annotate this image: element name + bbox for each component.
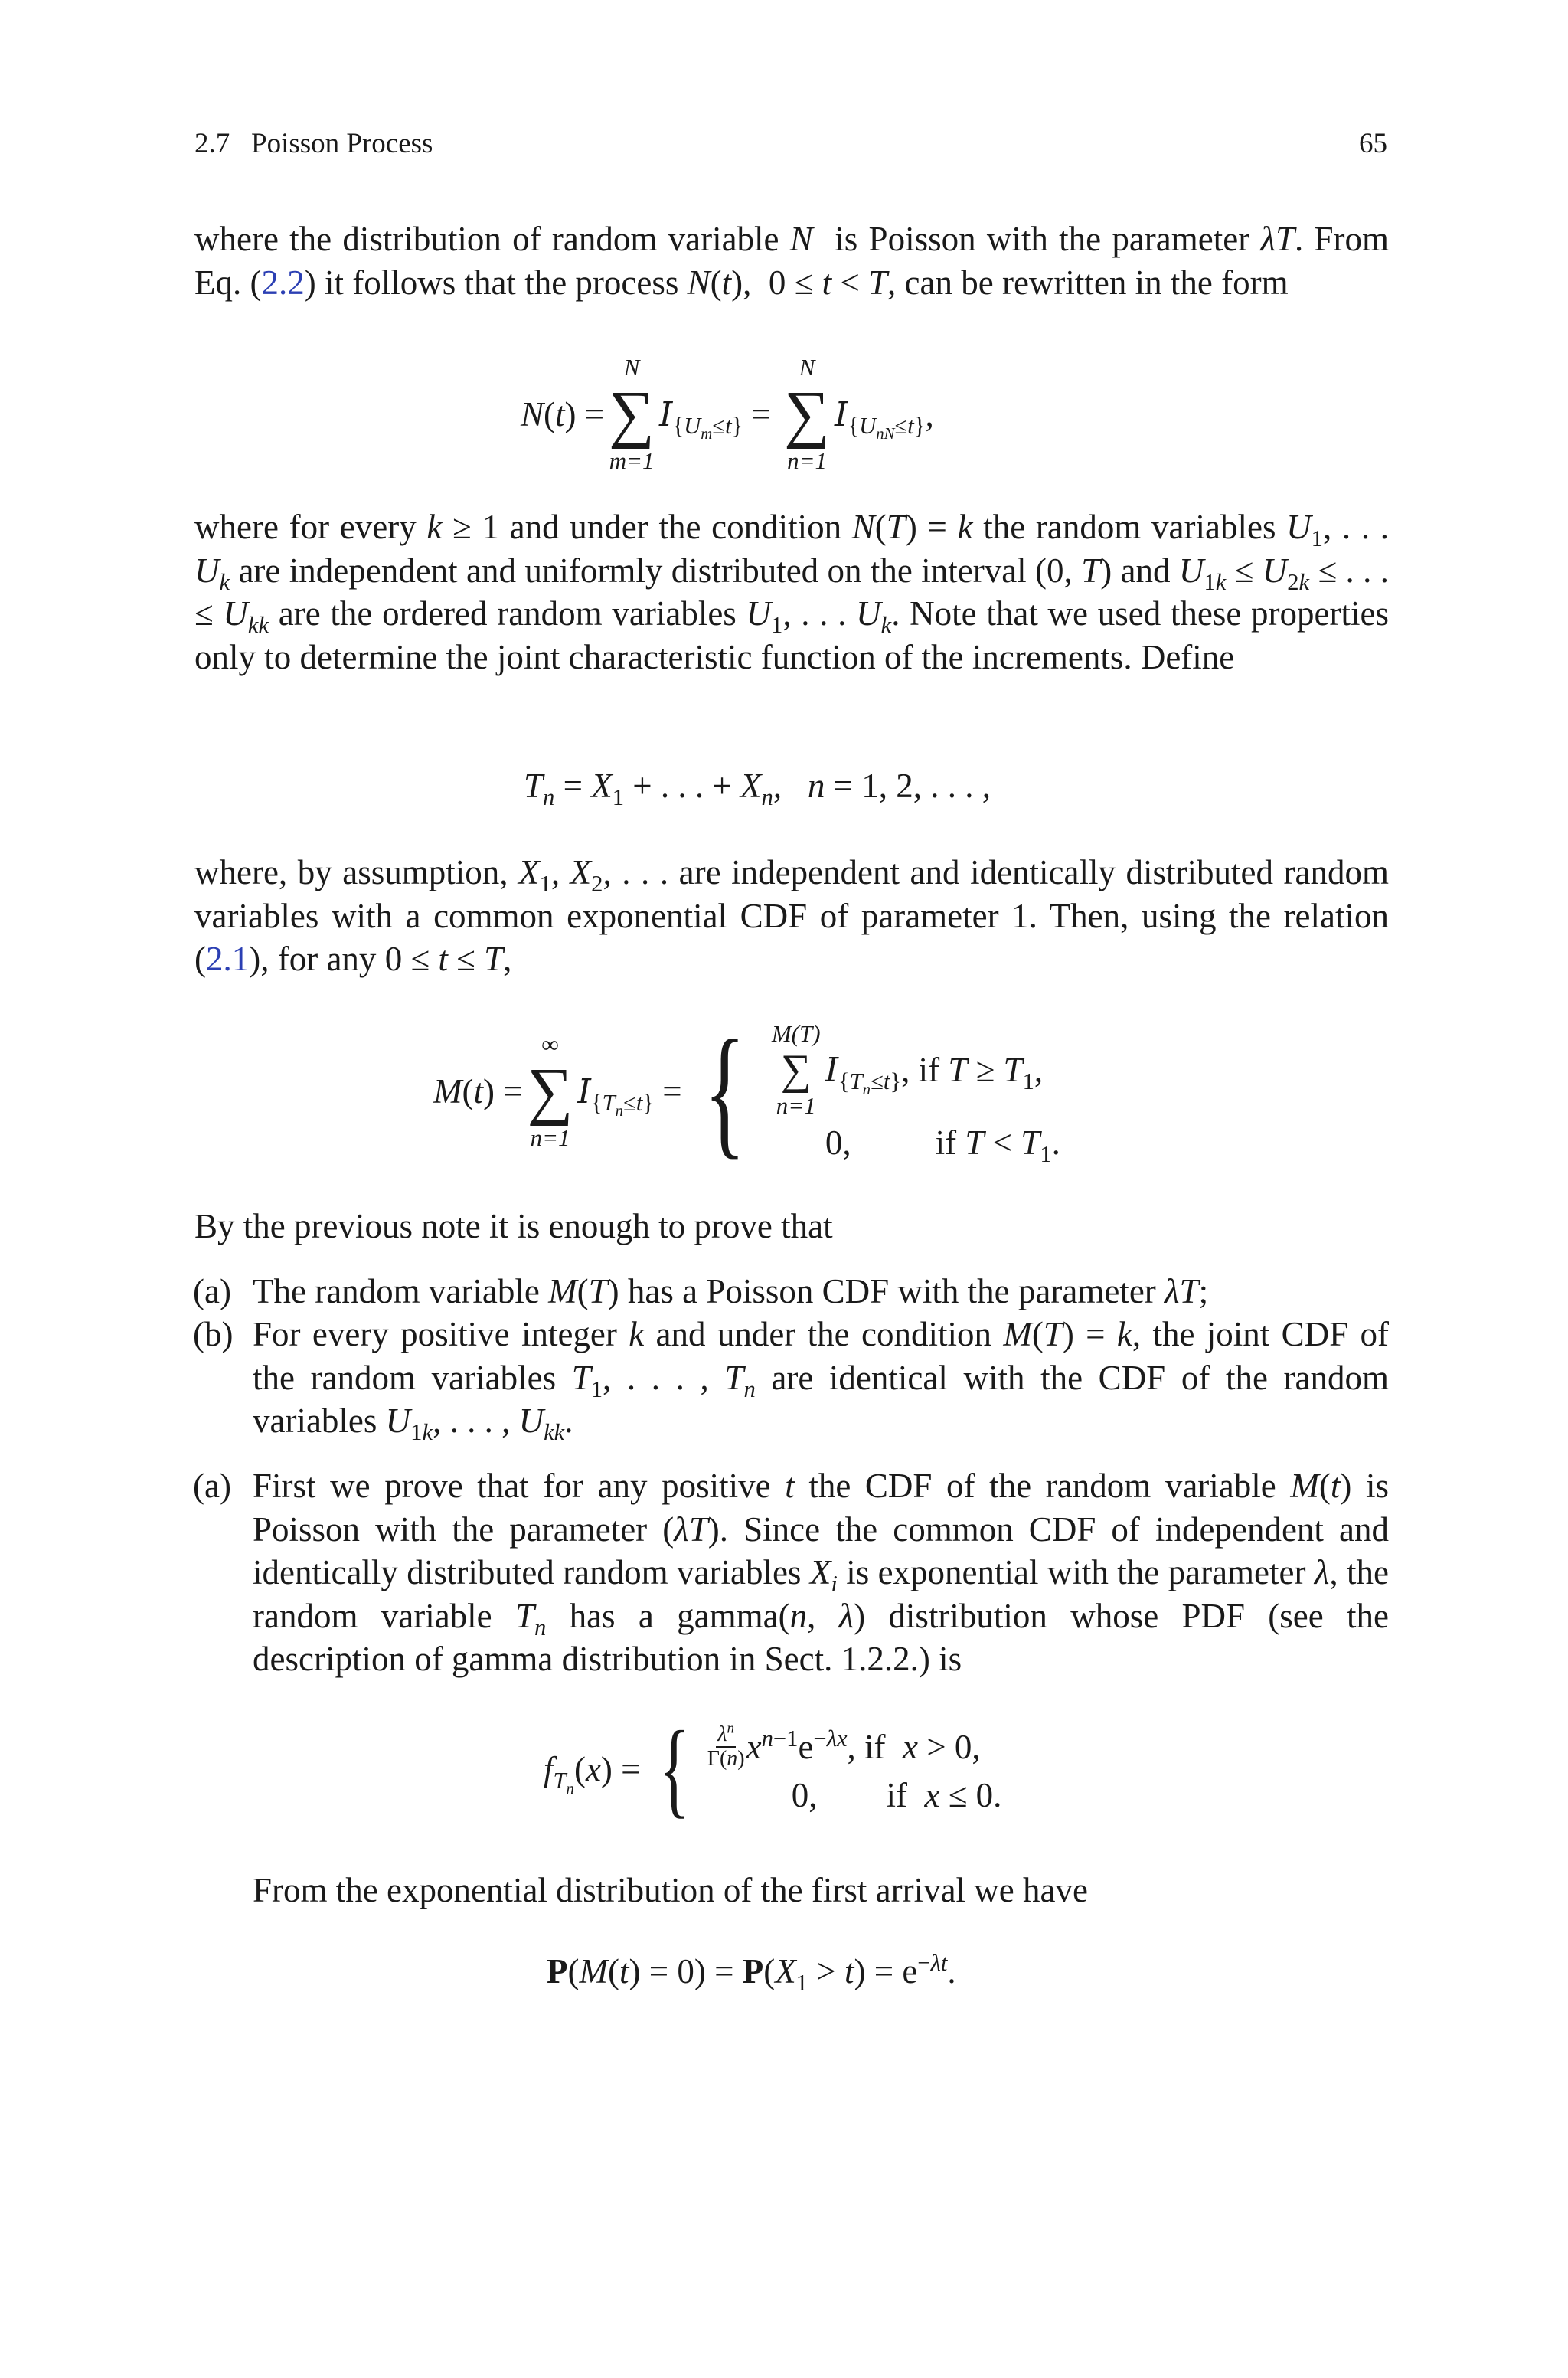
equation-link-2-2[interactable]: 2.2 <box>261 263 305 302</box>
list-label-a: (a) <box>193 1272 231 1310</box>
proof-label-a: (a) <box>193 1467 231 1505</box>
equation-m-of-t: M(t) = ∞ ∑ n=1 $I_{\{T_n\le t\}}$ = { M(T) ∑ n=1 $I_{\{T_n\le t\}}$, if $T \ge T_1$, 0, if $T < T_1$. <box>433 1011 1060 1172</box>
paragraph-3: where, by assumption, $X_1$, $X_2$, . . . are independent and identically distributed random variables with a common exponential CDF of parameter 1. Then, using the relation (2.1), for any 0 ≤ t ≤ T, <box>194 853 1390 978</box>
equation-gamma-pdf: $f_{T_n}(x)$ = { $\frac{\lambda^n}{\Gamma(n)}$ $x^{n-1}e^{-\lambda x}$, if x > 0, 0, if x ≤ 0. <box>544 1709 1002 1828</box>
paragraph-4: By the previous note it is enough to prove that <box>194 1207 833 1245</box>
equation-first-arrival: $P(M(t) = 0) = P(X_1 > t) = e^{-\lambda t}$. <box>547 1950 956 1996</box>
left-brace-pdf: { <box>658 1709 690 1828</box>
list-item-a: The random variable M(T) has a Poisson CDF with the parameter λT; <box>253 1272 1209 1310</box>
list-label-b: (b) <box>193 1315 234 1353</box>
page-number: 65 <box>1359 128 1387 159</box>
proof-part-a: First we prove that for any positive t the CDF of the random variable M(t) is Poisson with the parameter (λT). Since the common CDF of independent and identically distributed random variables $X_i$ is exponential with the parameter λ, the random variable $T_n$ has a gamma(n, λ) distribution whose PDF (see the description of gamma distribution in Sect. 1.2.2.) is <box>253 1467 1390 1678</box>
equation-link-2-1[interactable]: 2.1 <box>206 940 250 978</box>
list-item-b: For every positive integer k and under the condition M(T) = k, the joint CDF of the random variables $T_1$, . . . , $T_n$ are identical with the CDF of the random variables $U_{1k}$, . . . , $U_{kk}$. <box>253 1315 1389 1445</box>
equation-counting-process: N(t) = N ∑ m=1 $I_{\{U_m\le t\}}$ = N ∑ n=1 $I_{\{U_{nN}\le t\}}$, <box>521 354 934 474</box>
equation-define-tn: $T_n = X_1$ + . . . + $X_n$, n = 1, 2, . . . , <box>524 767 991 810</box>
running-header-section: 2.7 Poisson Process <box>194 128 433 159</box>
paragraph-2: where for every k ≥ 1 and under the condition N(T) = k the random variables $U_1$, . . . $U_k$ are independent and uniformly distributed on the interval (0, T) and $U_{1k} \le U_{2k}$ ≤ . . . ≤ $U_{kk}$ are the ordered random variables $U_1$, . . . $U_k$. Note that we used these properties only to determine the joint characteristic function of the increments. Define <box>194 508 1390 676</box>
paragraph-5: From the exponential distribution of the first arrival we have <box>253 1871 1088 1909</box>
paragraph-1: where the distribution of random variable N is Poisson with the parameter λT. From Eq. (2.2) it follows that the process N(t), 0 ≤ t < T, can be rewritten in the form <box>194 220 1389 302</box>
left-brace: { <box>703 1011 746 1172</box>
